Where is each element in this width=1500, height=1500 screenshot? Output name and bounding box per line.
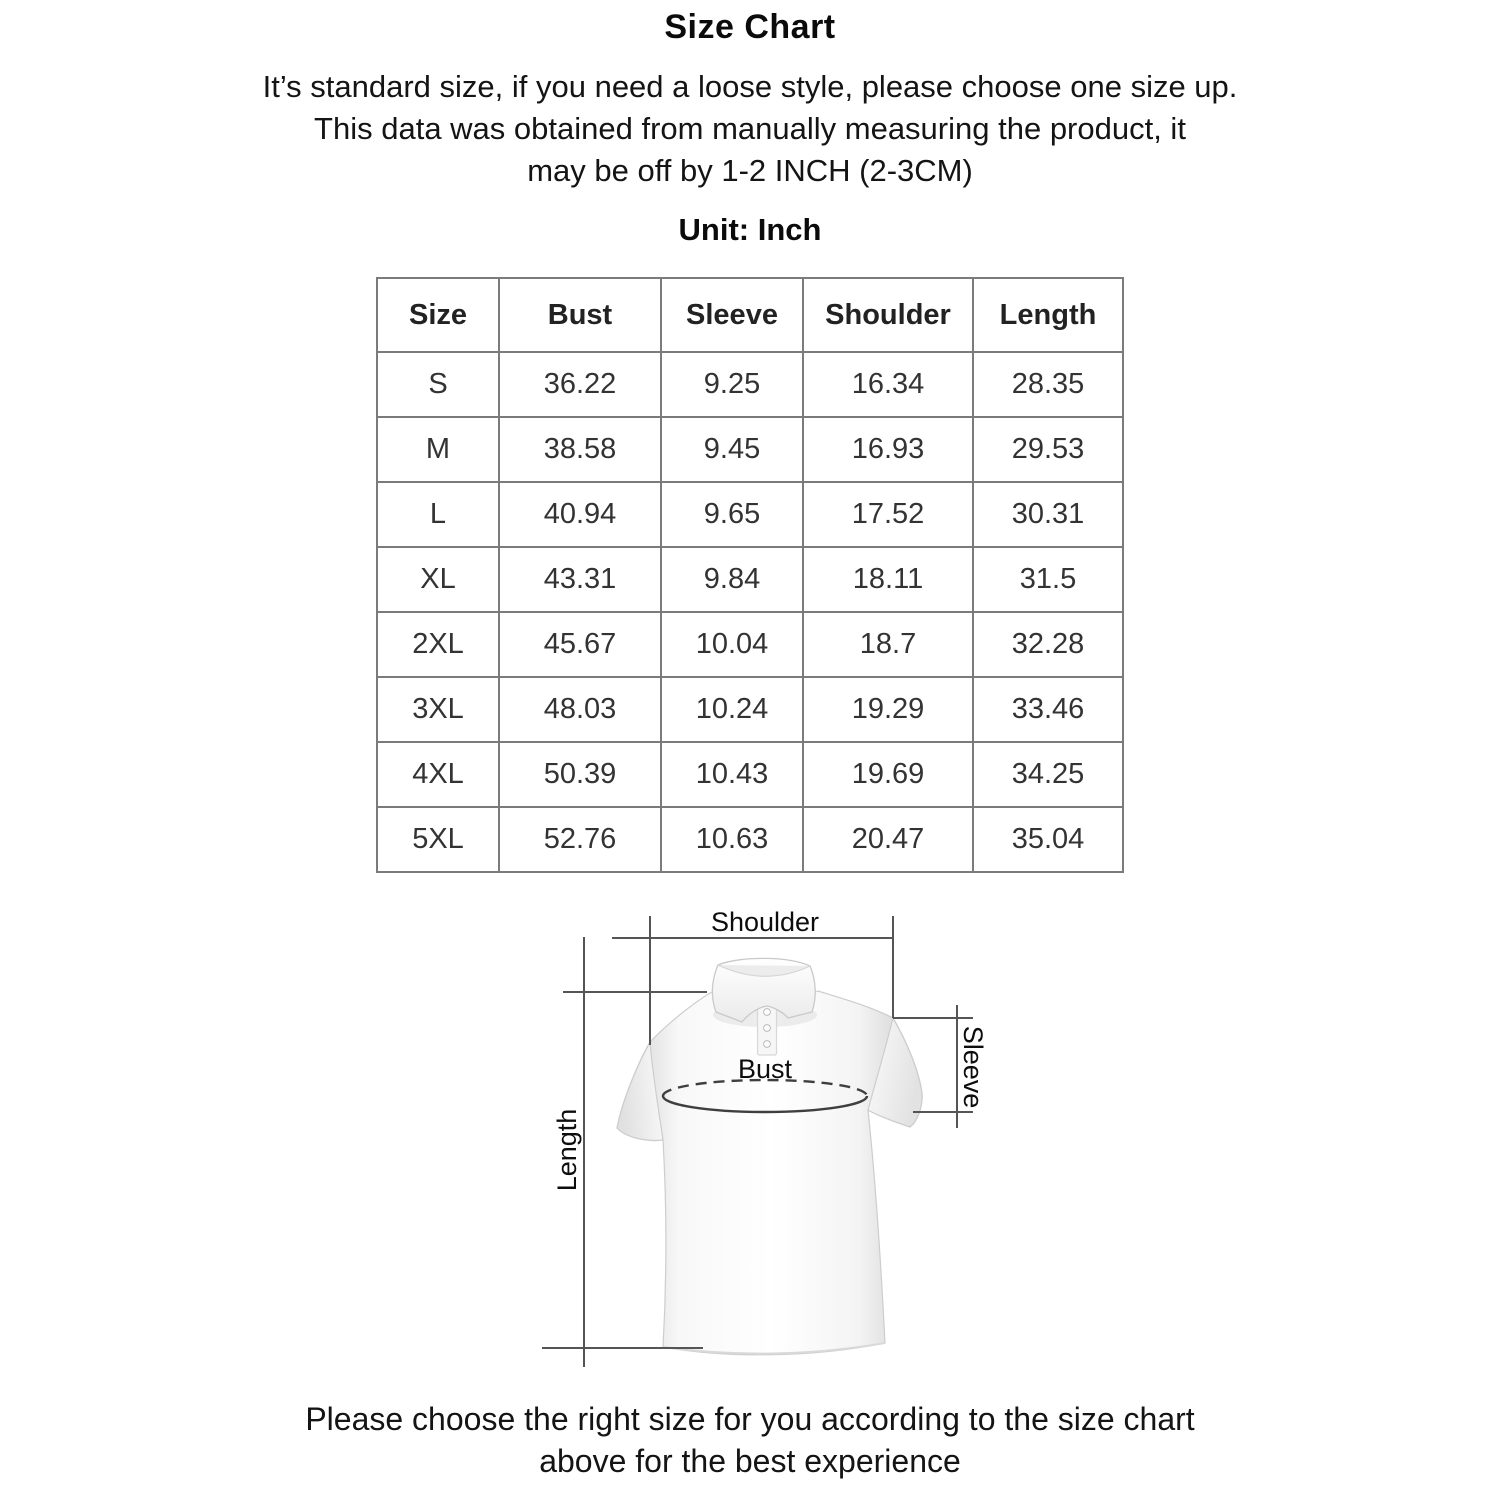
sleeve-cell: 10.04 <box>661 612 803 677</box>
sleeve-cell: 9.25 <box>661 352 803 417</box>
size-cell: 4XL <box>377 742 499 807</box>
size-cell: 5XL <box>377 807 499 872</box>
sleeve-cell: 10.24 <box>661 677 803 742</box>
table-row <box>377 352 1123 417</box>
bust-cell: 38.58 <box>499 417 661 482</box>
shoulder-label: Shoulder <box>710 907 820 937</box>
bust-cell: 43.31 <box>499 547 661 612</box>
sleeve-cell: 9.45 <box>661 417 803 482</box>
table-header-row <box>377 278 1123 352</box>
length-cell: 33.46 <box>973 677 1123 742</box>
sleeve-cell: 9.65 <box>661 482 803 547</box>
bust-label: Bust <box>737 1054 793 1084</box>
table-row <box>377 742 1123 807</box>
table-row <box>377 807 1123 872</box>
col-header-length: Length <box>973 278 1123 352</box>
length-cell: 28.35 <box>973 352 1123 417</box>
shoulder-cell: 20.47 <box>803 807 973 872</box>
shoulder-cell: 16.34 <box>803 352 973 417</box>
sleeve-cell: 9.84 <box>661 547 803 612</box>
bust-cell: 40.94 <box>499 482 661 547</box>
polo-shirt-illustration <box>617 958 922 1354</box>
size-note-line: may be off by 1-2 INCH (2-3CM) <box>527 153 973 188</box>
length-cell: 30.31 <box>973 482 1123 547</box>
size-cell: S <box>377 352 499 417</box>
table-row <box>377 677 1123 742</box>
footer-note-line: Please choose the right size for you according to the size chart <box>305 1401 1195 1437</box>
sleeve-cell: 10.63 <box>661 807 803 872</box>
size-cell: 2XL <box>377 612 499 677</box>
length-cell: 34.25 <box>973 742 1123 807</box>
size-table <box>376 277 1124 873</box>
col-header-sleeve: Sleeve <box>661 278 803 352</box>
placket-button <box>764 1009 771 1016</box>
table-row <box>377 547 1123 612</box>
bust-cell: 45.67 <box>499 612 661 677</box>
size-cell: M <box>377 417 499 482</box>
length-cell: 29.53 <box>973 417 1123 482</box>
col-header-shoulder: Shoulder <box>803 278 973 352</box>
col-header-bust: Bust <box>499 278 661 352</box>
bust-cell: 36.22 <box>499 352 661 417</box>
length-cell: 35.04 <box>973 807 1123 872</box>
size-note-line: It’s standard size, if you need a loose style, please choose one size up. <box>262 69 1238 104</box>
size-note-line: This data was obtained from manually measuring the product, it <box>314 111 1186 146</box>
shoulder-cell: 18.7 <box>803 612 973 677</box>
size-note <box>0 66 1500 192</box>
shoulder-cell: 16.93 <box>803 417 973 482</box>
bust-cell: 52.76 <box>499 807 661 872</box>
shoulder-cell: 19.69 <box>803 742 973 807</box>
length-label: Length <box>552 1108 582 1192</box>
size-cell: L <box>377 482 499 547</box>
table-row <box>377 482 1123 547</box>
size-cell: XL <box>377 547 499 612</box>
sleeve-label: Sleeve <box>958 1025 988 1109</box>
length-cell: 31.5 <box>973 547 1123 612</box>
table-row <box>377 612 1123 677</box>
placket-button <box>764 1041 771 1048</box>
length-cell: 32.28 <box>973 612 1123 677</box>
size-cell: 3XL <box>377 677 499 742</box>
table-row <box>377 417 1123 482</box>
footer-note <box>0 1398 1500 1482</box>
bust-cell: 50.39 <box>499 742 661 807</box>
sleeve-cell: 10.43 <box>661 742 803 807</box>
page-title: Size Chart <box>664 8 836 46</box>
footer-note-line: above for the best experience <box>539 1443 961 1479</box>
shoulder-cell: 18.11 <box>803 547 973 612</box>
measurement-diagram <box>500 895 1040 1395</box>
shoulder-cell: 19.29 <box>803 677 973 742</box>
shoulder-cell: 17.52 <box>803 482 973 547</box>
col-header-size: Size <box>377 278 499 352</box>
placket-button <box>764 1025 771 1032</box>
bust-cell: 48.03 <box>499 677 661 742</box>
unit-label: Unit: Inch <box>678 212 822 247</box>
